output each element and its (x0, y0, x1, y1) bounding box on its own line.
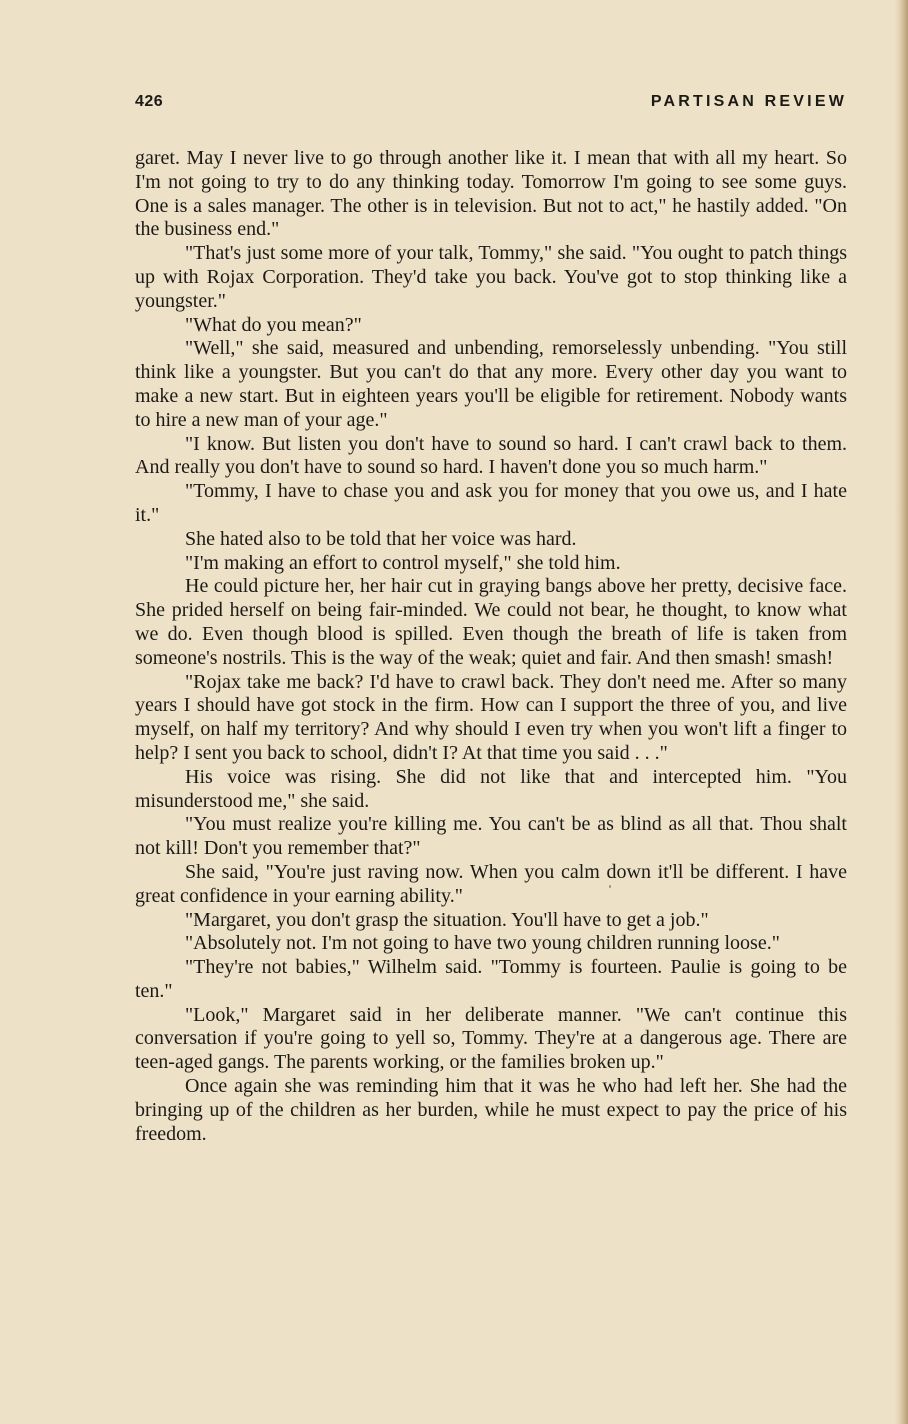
running-head: PARTISAN REVIEW (650, 93, 847, 110)
paragraph-4: "Well," she said, measured and unbending, remorselessly unbending. "You still think like a youngster. But you can't do that any more. Every other day you want to make a new start. But in eighteen years you'll be eligible for retirement. Nobody wants to hire a new man of your age." (135, 337, 847, 431)
body-text (135, 147, 847, 1146)
paragraph-10: "Rojax take me back? I'd have to crawl back. They don't need me. After so many years I should have got stock in the firm. How can I support the three of you, and live myself, on half my territory? And why should I even try when you won't lift a finger to help? I sent you back to school, didn't I? At that time you said . . ." (135, 670, 847, 764)
page-header (135, 93, 847, 117)
page-edge-shadow (894, 0, 908, 1424)
paragraph-3: "What do you mean?" (185, 313, 362, 336)
paragraph-15: "Absolutely not. I'm not going to have two young children running loose." (185, 932, 780, 955)
paragraph-17: "Look," Margaret said in her deliberate manner. "We can't continue this conversation if you're going to yell so, Tommy. They're at a dangerous age. There are teen-aged gangs. The parents working, or the families broken up." (135, 1003, 847, 1074)
paragraph-8: "I'm making an effort to control myself," she told him. (185, 551, 621, 574)
paragraph-16: "They're not babies," Wilhelm said. "Tommy is fourteen. Paulie is going to be ten." (135, 956, 847, 1002)
paragraph-11: His voice was rising. She did not like that and intercepted him. "You misunderstood me," she said. (135, 765, 847, 812)
paragraph-1: garet. May I never live to go through another like it. I mean that with all my heart. So I'm not going to try to do any thinking today. Tomorrow I'm going to see some guys. One is a sales manager. The other is in television. But not to act," he hastily added. "On the business end." (135, 147, 847, 241)
paragraph-6: "Tommy, I have to chase you and ask you for money that you owe us, and I hate it." (135, 480, 847, 526)
paragraph-14: "Margaret, you don't grasp the situation. You'll have to get a job." (185, 908, 709, 931)
paragraph-7: She hated also to be told that her voice was hard. (185, 527, 577, 550)
page-number: 426 (135, 93, 164, 110)
paragraph-12: "You must realize you're killing me. You can't be as blind as all that. Thou shalt not kill! Don't you remember that?" (135, 813, 847, 860)
paragraph-13: She said, "You're just raving now. When you calm down it'll be different. I have great confidence in your earning ability." (135, 860, 847, 907)
paragraph-9: He could picture her, her hair cut in graying bangs above her pretty, decisive face. She prided herself on being fair-minded. We could not bear, he thought, to know what we do. Even though blood is spilled. Even though the breath of life is taken from someone's nostrils. This is the way of the weak; quiet and fair. And then smash! smash! (135, 575, 847, 669)
paragraph-18: Once again she was reminding him that it was he who had left her. She had the bringing up of the children as her burden, while he must expect to pay the price of his freedom. (135, 1075, 847, 1145)
paragraph-5: "I know. But listen you don't have to sound so hard. I can't crawl back to them. And really you don't have to sound so hard. I haven't done you so much harm." (135, 432, 847, 479)
paragraph-2: "That's just some more of your talk, Tommy," she said. "You ought to patch things up with Rojax Corporation. They'd take you back. You've got to stop thinking like a youngster." (135, 242, 847, 312)
ink-speck (609, 885, 611, 888)
